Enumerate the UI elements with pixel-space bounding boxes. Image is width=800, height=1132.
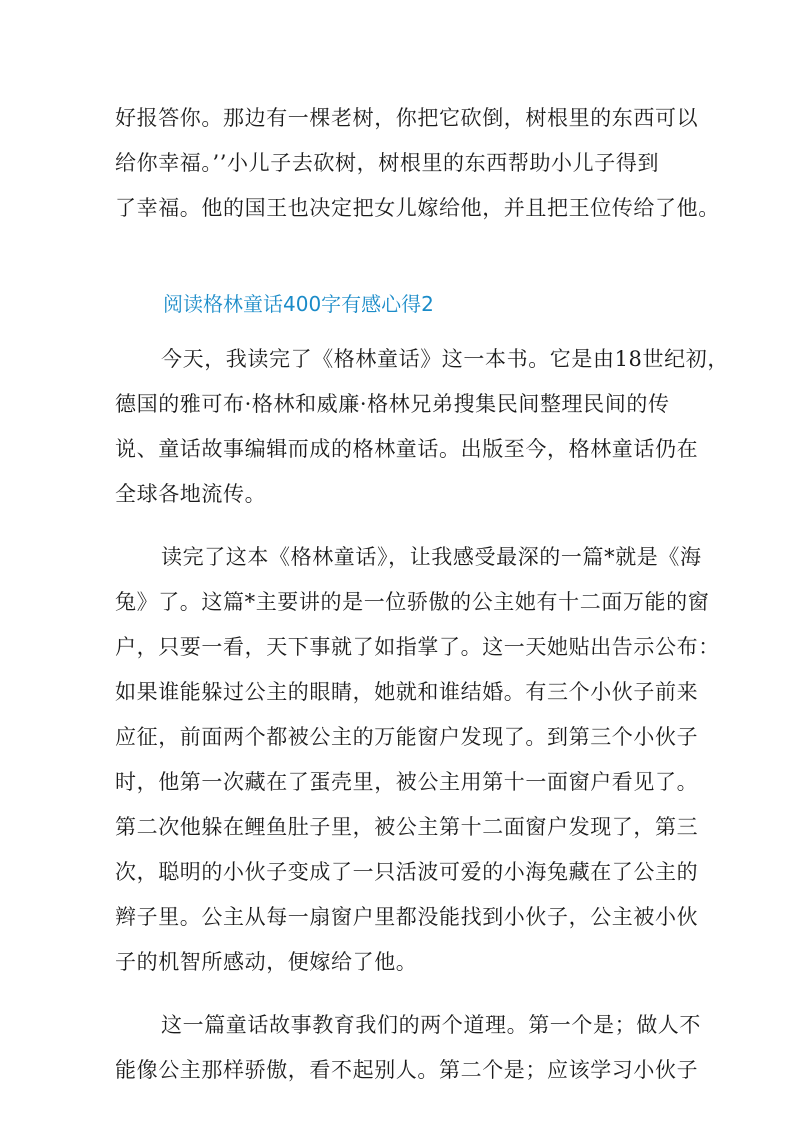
intro-paragraph: [115, 96, 720, 231]
section-heading: 阅读格林童话400字有感心得2: [163, 292, 434, 316]
document-page: [115, 96, 729, 1111]
text-line: 好报答你。那边有一棵老树，你把它砍倒，树根里的东西可以: [115, 106, 699, 130]
paragraph-3: [115, 1003, 701, 1093]
text-line: 应征，前面两个都被公主的万能窗户发现了。到第三个小伙子: [115, 725, 699, 749]
text-line: 这一篇童话故事教育我们的两个道理。第一个是；做人不: [161, 1013, 701, 1037]
text-line: 如果谁能躲过公主的眼睛，她就和谁结婚。有三个小伙子前来: [115, 680, 699, 704]
text-line: 子的机智所感动，便嫁给了他。: [115, 950, 418, 974]
paragraph-2: [115, 535, 720, 985]
text-line: 说、童话故事编辑而成的格林童话。出版至今，格林童话仍在: [115, 437, 699, 461]
text-line: 全球各地流传。: [115, 482, 267, 506]
text-line: 德国的雅可布·格林和威廉·格林兄弟搜集民间整理民间的传: [115, 392, 670, 416]
text-line: 次，聪明的小伙子变成了一只活波可爱的小海兔藏在了公主的: [115, 860, 699, 884]
paragraph-1: [115, 337, 729, 517]
text-line: 兔》了。这篇*主要讲的是一位骄傲的公主她有十二面万能的窗: [115, 590, 710, 614]
text-line: 户，只要一看，天下事就了如指掌了。这一天她贴出告示公布：: [115, 635, 720, 659]
text-line: 给你幸福。’’小儿子去砍树，树根里的东西帮助小儿子得到: [115, 151, 660, 175]
text-line: 了幸福。他的国王也决定把女儿嫁给他，并且把王位传给了他。: [115, 196, 720, 220]
text-line: 第二次他躲在鲤鱼肚子里，被公主第十二面窗户发现了，第三: [115, 815, 699, 839]
text-line: 读完了这本《格林童话》，让我感受最深的一篇*就是《海: [161, 545, 702, 569]
text-line: 时，他第一次藏在了蛋壳里，被公主用第十一面窗户看见了。: [115, 770, 699, 794]
text-line: 辫子里。公主从每一扇窗户里都没能找到小伙子，公主被小伙: [115, 905, 699, 929]
text-line: 能像公主那样骄傲，看不起别人。第二个是；应该学习小伙子: [115, 1058, 699, 1082]
text-line: 今天，我读完了《格林童话》这一本书。它是由18世纪初，: [161, 347, 729, 371]
